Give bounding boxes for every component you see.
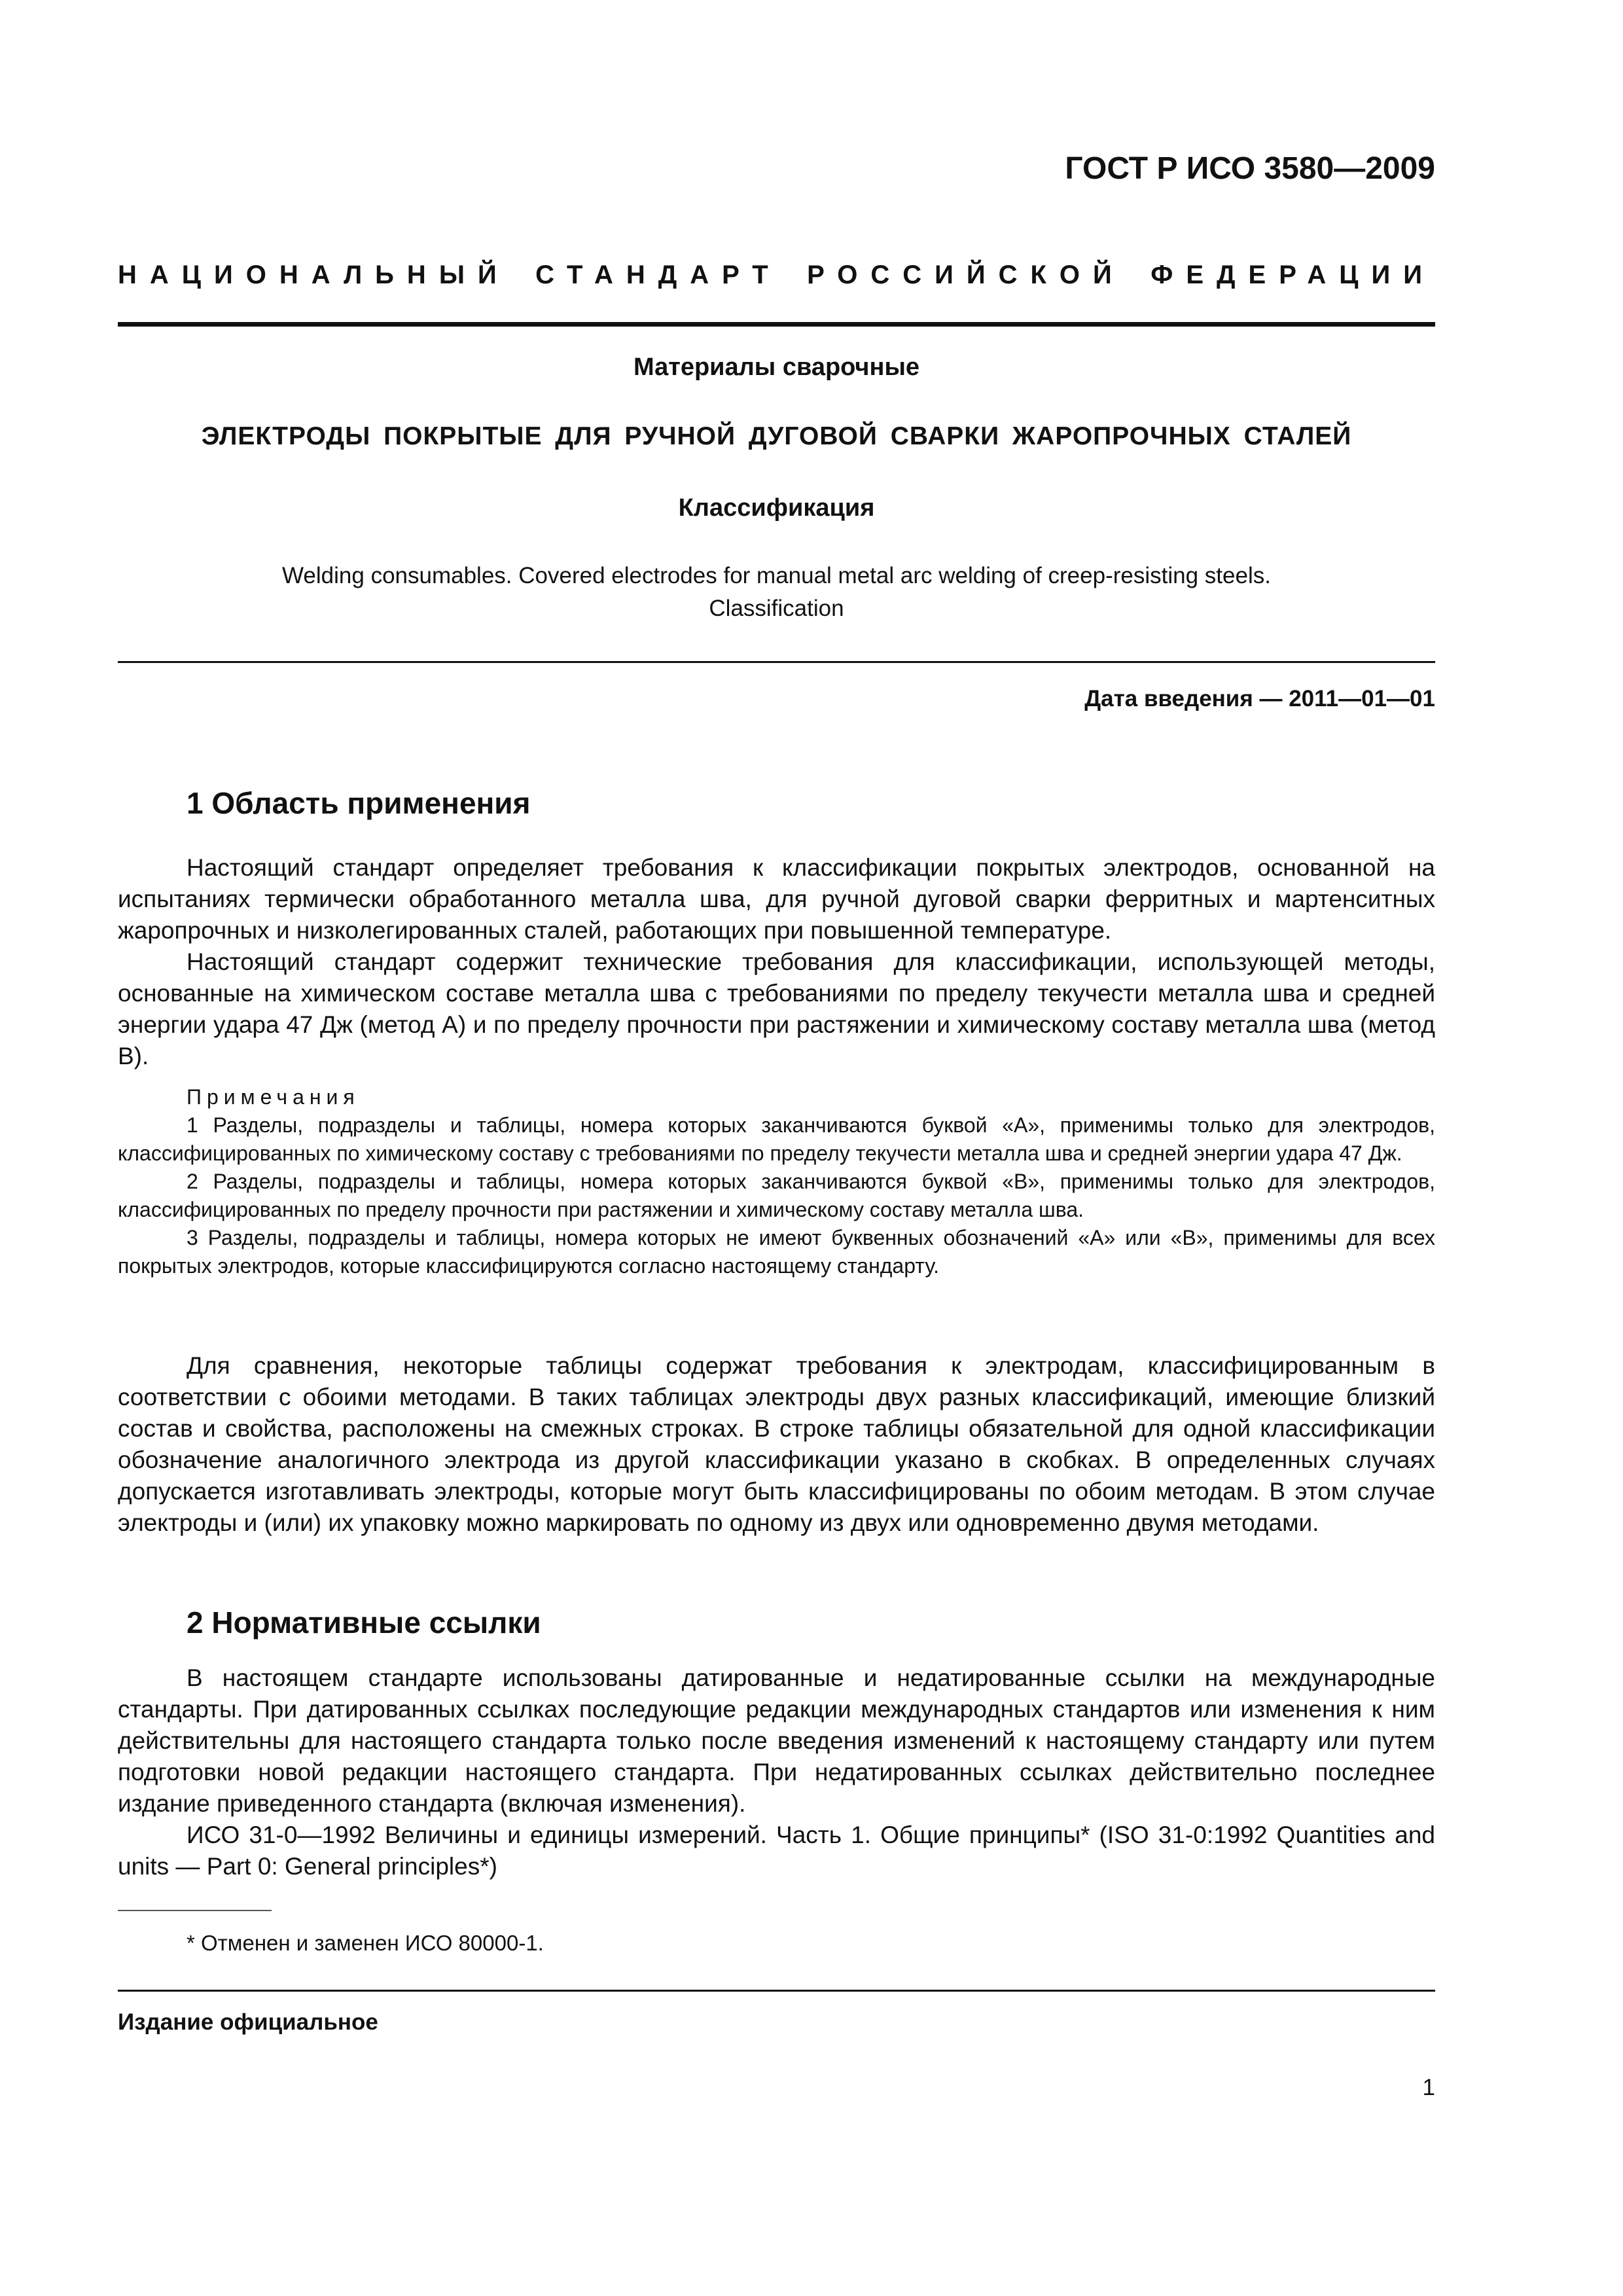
scope-paragraphs — [118, 852, 1435, 1072]
official-edition-label: Издание официальное — [118, 2009, 378, 2035]
document-title: ЭЛЕКТРОДЫ ПОКРЫТЫЕ ДЛЯ РУЧНОЙ ДУГОВОЙ СВАРКИ ЖАРОПРОЧНЫХ СТАЛЕЙ — [201, 422, 1352, 450]
banner-word: РОССИЙСКОЙ — [807, 260, 1125, 289]
introduction-date: Дата введения — 2011—01—01 — [1084, 686, 1435, 711]
paragraph: В настоящем стандарте использованы датированные и недатированные ссылки на международные стандарты. При датированных ссылках последующие редакции международных стандартов или изменения к ним действительны для настоящего стандарта только после введения изменений к настоящему стандарту или путем подготовки новой редакции настоящего стандарта. При недатированных ссылках действительно последнее издание приведенного стандарта (включая изменения). — [118, 1664, 1435, 1817]
footnote: * Отменен и заменен ИСО 80000-1. — [187, 1931, 544, 1955]
note: 2 Разделы, подразделы и таблицы, номера которых заканчиваются буквой «В», применимы только для электродов, классифицированных по пределу прочности при растяжении и химическому составу металла шва. — [118, 1170, 1435, 1221]
references-paragraphs — [118, 1662, 1435, 1882]
title-divider — [118, 661, 1435, 663]
page-number: 1 — [1422, 2075, 1435, 2100]
document-number: ГОСТ Р ИСО 3580—2009 — [1065, 151, 1435, 186]
header-divider — [118, 322, 1435, 327]
national-standard-banner — [118, 260, 1435, 290]
english-title-line: Classification — [709, 596, 844, 621]
document-subtitle: Материалы сварочные — [633, 353, 920, 381]
paragraph: Настоящий стандарт определяет требования к классификации покрытых электродов, основанной на испытаниях термически обработанного металла шва, для ручной дуговой сварки ферритных и мартенситных жаропрочных и низколегированных сталей, работающих при повышенной температуре. — [118, 854, 1435, 944]
banner-word: НАЦИОНАЛЬНЫЙ — [118, 260, 510, 289]
paragraph: Для сравнения, некоторые таблицы содержат требования к электродам, классифицированным в соответствии с обоими методами. В таких таблицах электроды двух разных классификаций, имеющие близкий состав и свойства, расположены на смежных строках. В строке таблицы обязательной для одной классификации обозначение аналогичного электрода из другой классификации указано в скобках. В определенных случаях допускается изготавливать электроды, которые могут быть классифицированы по обоим методам. В этом случае электроды и (или) их упаковку можно маркировать по одному из двух или одновременно двумя методами. — [118, 1352, 1435, 1536]
section-heading-scope: 1 Область применения — [187, 786, 531, 820]
reference-item: ИСО 31-0—1992 Величины и единицы измерений. Часть 1. Общие принципы* (ISO 31-0:1992 Quantities and units — Part 0: General principles*) — [118, 1821, 1435, 1880]
english-title-line: Welding consumables. Covered electrodes for manual metal arc welding of creep-resisting steels. — [282, 563, 1271, 588]
notes-block — [118, 1083, 1435, 1280]
document-classification: Классификация — [678, 494, 875, 522]
section-heading-references: 2 Нормативные ссылки — [187, 1605, 541, 1640]
notes-title: Примечания — [187, 1085, 360, 1109]
footnote-divider — [118, 1910, 272, 1911]
english-title — [118, 560, 1435, 625]
comparison-paragraph — [118, 1350, 1435, 1539]
note: 3 Разделы, подразделы и таблицы, номера которых не имеют буквенных обозначений «А» или «В», применимы для всех покрытых электродов, которые классифицируются согласно настоящему стандарту. — [118, 1226, 1435, 1278]
banner-word: СТАНДАРТ — [535, 260, 781, 289]
paragraph: Настоящий стандарт содержит технические требования для классификации, использующей методы, основанные на химическом составе металла шва с требованиями по пределу текучести металла шва и средней энергии удара 47 Дж (метод А) и по пределу прочности при растяжении и химическому составу металла шва (метод В). — [118, 948, 1435, 1069]
note: 1 Разделы, подразделы и таблицы, номера которых заканчиваются буквой «А», применимы только для электродов, классифицированных по химическому составу с требованиями по пределу текучести металла шва и средней энергии удара 47 Дж. — [118, 1113, 1435, 1165]
banner-word: ФЕДЕРАЦИИ — [1150, 260, 1435, 289]
footer-divider — [118, 1990, 1435, 1992]
